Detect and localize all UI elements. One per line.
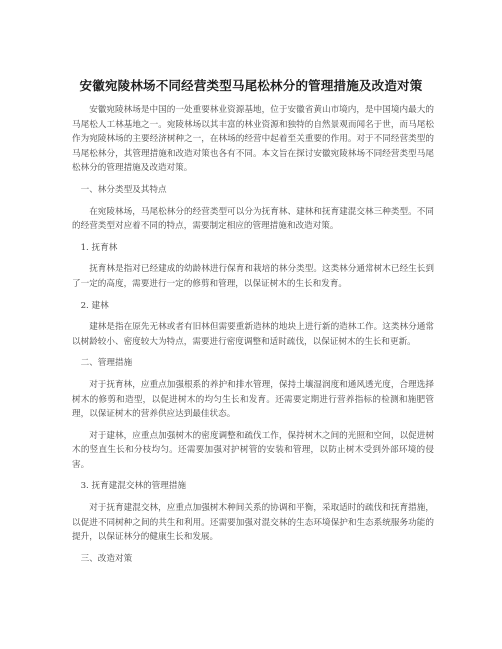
paragraph-mixed-forest: 对于抚育建混交林，应重点加强树木种间关系的协调和平衡，采取适时的疏伐和抚育措施，以促进不同树种之间的共生和利用。还需要加强对混交林的生态环境保护和生态系统服务功能的提升，以保证林分的健康生长和发展。 [72, 503, 434, 543]
paragraph-tending-forest: 抚育林是指对已经建成的幼龄林进行保育和栽培的林分类型。这类林分通常树木已经生长到了一定的高度，需要进行一定的修剪和管理，以保证树木的生长和发育。 [72, 264, 434, 289]
heading-section-3: 三、改造对策 [80, 553, 133, 564]
heading-mixed-forest: 3. 抚育建混交林的管理措施 [80, 481, 187, 492]
heading-section-2: 二、管理措施 [80, 358, 133, 369]
heading-plantation: 2. 建林 [80, 300, 109, 311]
document-body [72, 103, 434, 573]
heading-tending-forest: 1. 抚育林 [80, 242, 118, 253]
paragraph-plantation: 建林是指在原先无林或者有旧林但需要重新造林的地块上进行新的造林工作。这类林分通常以树龄较小、密度较大为特点，需要进行密度调整和适时疏伐，以保证树木的生长和更新。 [72, 322, 434, 347]
paragraph-tending-measures: 对于抚育林，应重点加强根系的养护和排水管理，保持土壤湿润度和通风透光度，合理选择树木的修剪和造型，以促进树木的均匀生长和发育。还需要定期进行营养指标的检测和施肥管理，以保证树木的营养供应达到最佳状态。 [72, 379, 434, 420]
paragraph-stand-types: 在宛陵林场，马尾松林分的经营类型可以分为抚育林、建林和抚育建混交林三种类型。不同的经营类型对应着不同的特点，需要制定相应的管理措施和改造对策。 [72, 206, 434, 232]
paragraph-plantation-measures: 对于建林，应重点加强树木的密度调整和疏伐工作，保持树木之间的光照和空间，以促进树木的竖直生长和分枝均匀。还需要加强对护树管的安装和管理，以防止树木受到外部环境的侵害。 [72, 430, 434, 470]
document-title: 安徽宛陵林场不同经营类型马尾松林分的管理措施及改造对策 [79, 78, 423, 93]
heading-section-1: 一、林分类型及其特点 [80, 184, 167, 195]
paragraph-intro: 安徽宛陵林场是中国的一处重要林业资源基地，位于安徽省黄山市境内，是中国境内最大的马尾松人工林基地之一。宛陵林场以其丰富的林业资源和独特的自然景观而闻名于世，而马尾松作为宛陵林场的主要经济树种之一，在林场的经营中起着至关重要的作用。对于不同经营类型的马尾松林分，其管理措施和改造对策也各有不同。本文旨在探讨安徽宛陵林场不同经营类型马尾松林分的管理措施及改造对策。 [72, 105, 434, 174]
